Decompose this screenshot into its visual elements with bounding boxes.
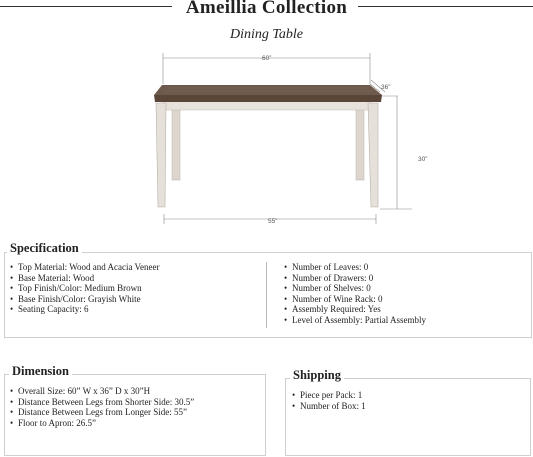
specification-heading: Specification (7, 241, 82, 256)
specification-right-list (284, 262, 426, 326)
height-label: 30” (418, 156, 428, 163)
specification-divider (266, 262, 267, 328)
list-item: • Number of Wine Rack: 0 (284, 294, 426, 305)
legs-label: 55” (268, 218, 278, 225)
height-dimension (380, 96, 412, 209)
list-item: • Level of Assembly: Partial Assembly (284, 315, 426, 326)
list-item: • Top Material: Wood and Acacia Veneer (10, 262, 160, 273)
list-item: • Number of Box: 1 (292, 401, 366, 412)
list-item: • Piece per Pack: 1 (292, 390, 366, 401)
list-item: • Overall Size: 60” W x 36” D x 30”H (10, 386, 194, 397)
dimension-heading: Dimension (9, 364, 72, 379)
specification-left-list (10, 262, 160, 315)
list-item: • Number of Drawers: 0 (284, 273, 426, 284)
list-item: • Base Finish/Color: Grayish White (10, 294, 160, 305)
table-top (154, 85, 382, 102)
list-item: • Top Finish/Color: Medium Brown (10, 283, 160, 294)
shipping-heading: Shipping (290, 368, 344, 383)
dimension-list (10, 386, 194, 428)
list-item: • Floor to Apron: 26.5” (10, 418, 194, 429)
width-label: 60” (262, 55, 272, 62)
list-item: • Number of Shelves: 0 (284, 283, 426, 294)
shipping-list (292, 390, 366, 411)
list-item: • Distance Between Legs from Longer Side: 55” (10, 407, 194, 418)
depth-label: 36” (381, 84, 391, 91)
dining-table-diagram (0, 45, 533, 235)
list-item: • Assembly Required: Yes (284, 304, 426, 315)
page-title: Ameillia Collection (185, 0, 348, 18)
list-item: • Base Material: Wood (10, 273, 160, 284)
list-item: • Seating Capacity: 6 (10, 304, 160, 315)
page-subtitle: Dining Table (230, 27, 303, 42)
list-item: • Distance Between Legs from Shorter Side: 30.5” (10, 397, 194, 408)
table-base (156, 101, 378, 207)
list-item: • Number of Leaves: 0 (284, 262, 426, 273)
